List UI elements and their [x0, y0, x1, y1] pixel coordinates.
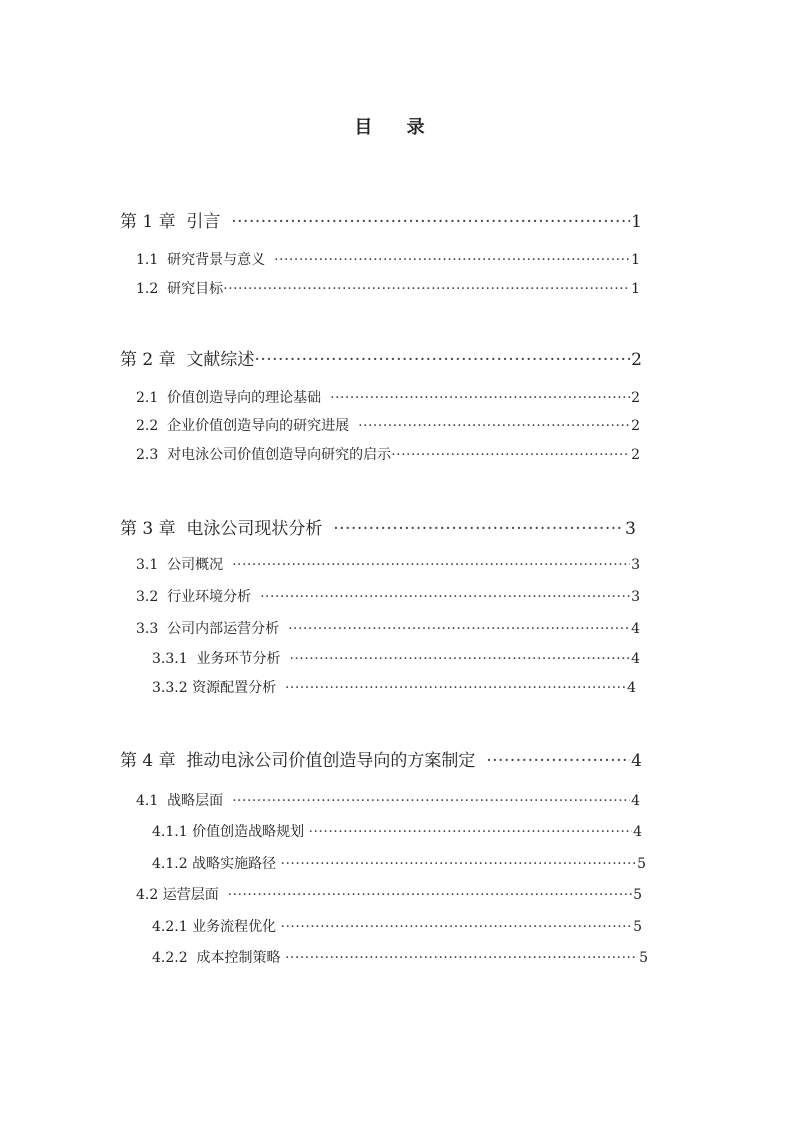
toc-leader-dots: [228, 887, 632, 903]
toc-entry-label: 1.2 研究目标: [136, 281, 224, 297]
toc-leader-dots: [486, 751, 630, 771]
toc-leader-dots: [391, 447, 630, 463]
toc-entry-page: 5: [637, 856, 646, 872]
toc-entry-page: 5: [633, 887, 642, 903]
toc-leader-dots: [289, 651, 630, 667]
toc-entry-page: 1: [631, 252, 640, 268]
toc-leader-dots: [281, 919, 633, 935]
toc-leader-dots: [254, 350, 630, 370]
toc-entry-page: 4: [627, 680, 636, 696]
toc-leader-dots: [232, 557, 630, 573]
toc-entry-label: 2.2 企业价值创造导向的研究进展: [136, 418, 359, 434]
toc-entry-3-2[interactable]: [136, 586, 640, 606]
toc-entry-chapter-3[interactable]: [120, 514, 636, 539]
toc-entry-chapter-1[interactable]: [120, 207, 642, 232]
toc-entry-4-1[interactable]: [136, 790, 640, 810]
toc-entry-page: 5: [639, 950, 648, 966]
toc-entry-page: 4: [631, 751, 642, 771]
toc-entry-label: 3.2 行业环境分析: [136, 589, 261, 605]
toc-entry-2-3[interactable]: [136, 444, 640, 464]
toc-entry-chapter-4[interactable]: [120, 746, 642, 771]
toc-entry-page: 2: [631, 350, 642, 370]
toc-entry-3-1[interactable]: [136, 554, 640, 574]
toc-entry-3-3-1[interactable]: [152, 648, 640, 668]
toc-entry-3-3-2[interactable]: [152, 677, 636, 697]
toc-entry-label: 4.2 运营层面: [136, 887, 228, 903]
toc-entry-page: 2: [631, 447, 640, 463]
toc-entry-page: 1: [631, 281, 640, 297]
toc-entry-page: 2: [631, 390, 640, 406]
toc-entry-4-2-1[interactable]: [152, 916, 642, 936]
toc-entry-label: 2.1 价值创造导向的理论基础: [136, 390, 331, 406]
toc-entry-4-2-2[interactable]: [152, 947, 648, 967]
toc-entry-label: 第 2 章 文献综述: [120, 350, 255, 370]
page-title: 目 录: [354, 117, 439, 138]
toc-entry-chapter-2[interactable]: [120, 345, 642, 370]
toc-entry-label: 3.3 公司内部运营分析: [136, 621, 289, 637]
toc-entry-4-2[interactable]: [136, 884, 642, 904]
toc-entry-1-2[interactable]: [136, 278, 640, 298]
toc-entry-label: 3.3.1 业务环节分析: [152, 651, 290, 667]
toc-entry-page: 1: [631, 212, 642, 232]
toc-leader-dots: [333, 519, 624, 539]
toc-entry-4-1-1[interactable]: [152, 821, 642, 841]
toc-entry-3-3[interactable]: [136, 618, 640, 638]
toc-entry-label: 4.1 战略层面: [136, 793, 233, 809]
toc-entry-1-1[interactable]: [136, 249, 640, 269]
toc-leader-dots: [223, 281, 630, 297]
toc-leader-dots: [274, 252, 630, 268]
toc-entry-page: 3: [631, 557, 640, 573]
toc-leader-dots: [285, 680, 626, 696]
toc-leader-dots: [288, 621, 630, 637]
toc-entry-label: 第 1 章 引言: [120, 212, 232, 232]
toc-entry-2-2[interactable]: [136, 415, 640, 435]
toc-entry-label: 第 3 章 电泳公司现状分析: [120, 519, 334, 539]
toc-entry-4-1-2[interactable]: [152, 853, 646, 873]
toc-entry-page: 4: [633, 824, 642, 840]
toc-entry-page: 4: [631, 621, 640, 637]
toc-entry-page: 4: [631, 651, 640, 667]
toc-leader-dots: [260, 589, 630, 605]
toc-entry-label: 4.2.1 业务流程优化: [152, 919, 281, 935]
toc-entry-label: 3.3.2 资源配置分析: [152, 680, 285, 696]
toc-entry-2-1[interactable]: [136, 387, 640, 407]
toc-entry-label: 1.1 研究背景与意义: [136, 252, 275, 268]
toc-leader-dots: [358, 418, 630, 434]
toc-leader-dots: [231, 212, 630, 232]
toc-leader-dots: [309, 824, 633, 840]
toc-leader-dots: [330, 390, 630, 406]
toc-entry-label: 2.3 对电泳公司价值创造导向研究的启示: [136, 447, 392, 463]
toc-entry-label: 3.1 公司概况: [136, 557, 233, 573]
toc-leader-dots: [281, 856, 637, 872]
toc-leader-dots: [232, 793, 630, 809]
toc-entry-page: 3: [625, 519, 636, 539]
toc-entry-page: 4: [631, 793, 640, 809]
toc-entry-page: 5: [633, 919, 642, 935]
toc-leader-dots: [285, 950, 638, 966]
toc-entry-page: 3: [631, 589, 640, 605]
toc-entry-label: 4.1.1 价值创造战略规划: [152, 824, 309, 840]
toc-entry-page: 2: [631, 418, 640, 434]
toc-entry-label: 第 4 章 推动电泳公司价值创造导向的方案制定: [120, 751, 487, 771]
toc-entry-label: 4.1.2 战略实施路径: [152, 856, 281, 872]
toc-entry-label: 4.2.2 成本控制策略: [152, 950, 285, 966]
